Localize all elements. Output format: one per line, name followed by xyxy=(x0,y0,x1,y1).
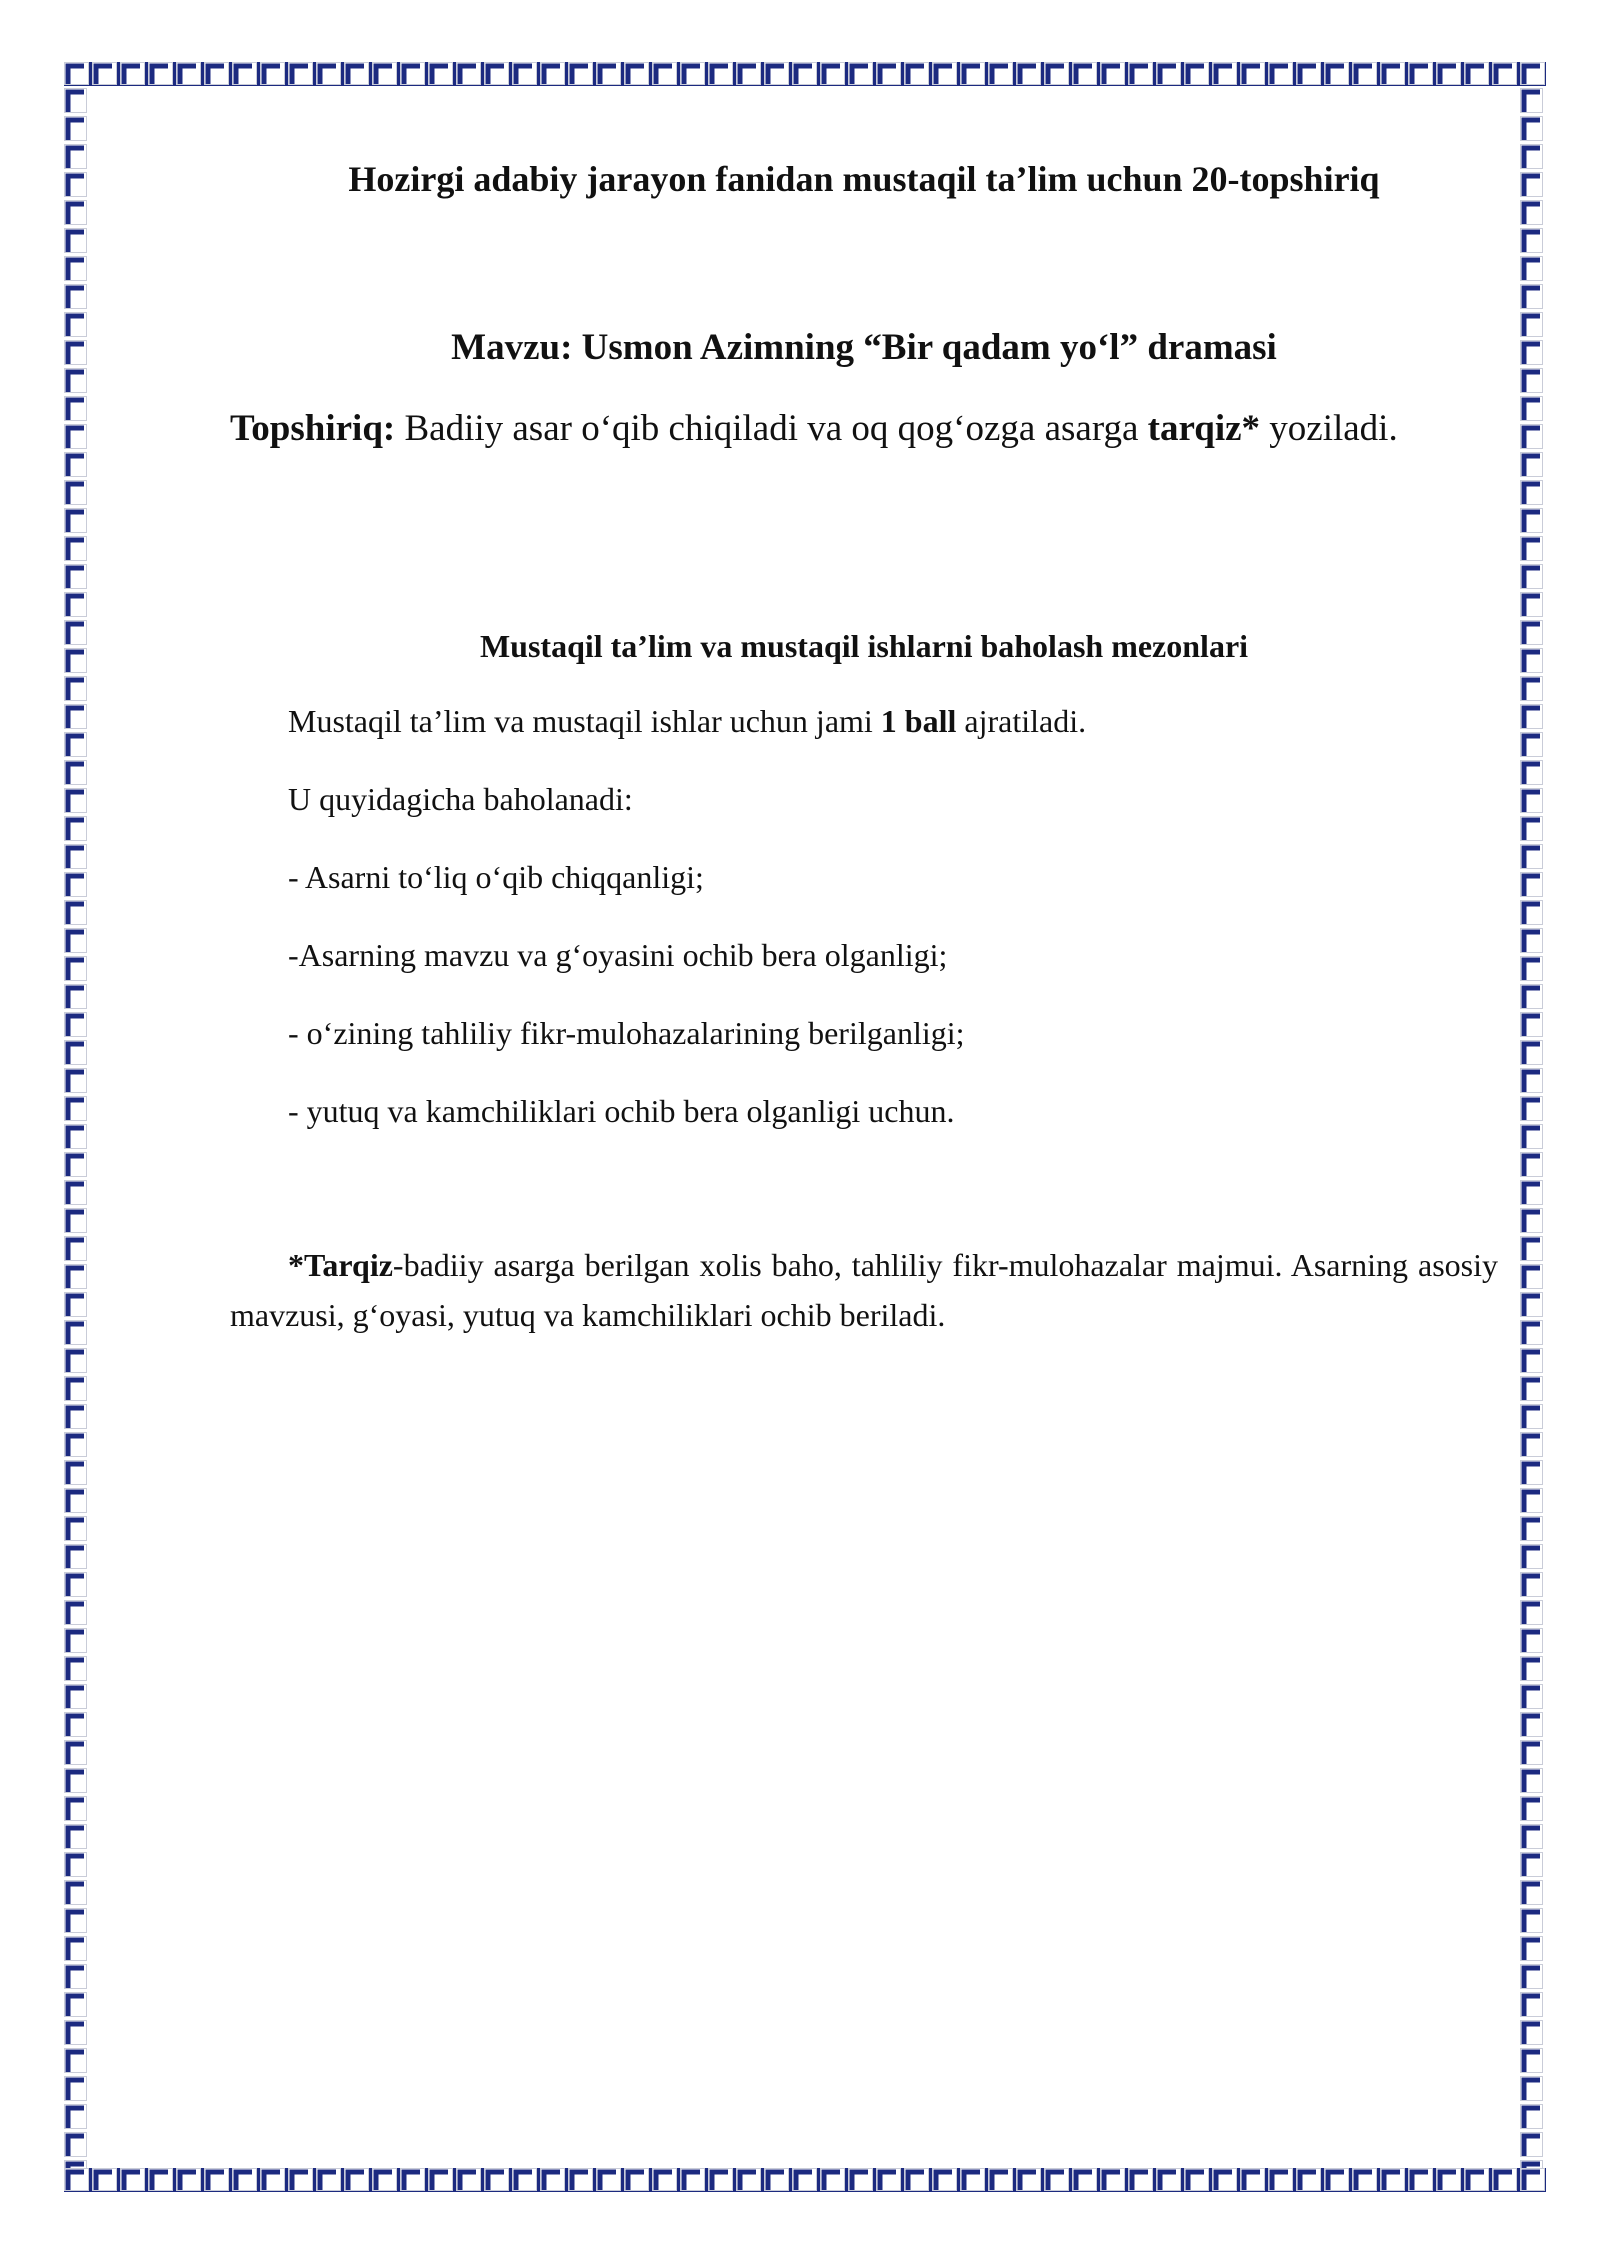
criteria-lead: U quyidagicha baholanadi: xyxy=(288,781,633,817)
criteria-item: - Asarni to‘liq o‘qib chiqqanligi; xyxy=(288,859,704,895)
criteria-item: - yutuq va kamchiliklari ochib bera olganligi uchun. xyxy=(288,1093,955,1129)
footnote xyxy=(230,1240,1498,1340)
task-text-after: yoziladi. xyxy=(1260,408,1398,449)
criteria-title: Mustaqil ta’lim va mustaqil ishlarni baholash mezonlari xyxy=(479,628,1249,664)
criteria-item: - o‘zining tahliliy fikr-mulohazalarining berilganligi; xyxy=(288,1015,965,1051)
task-paragraph xyxy=(230,400,1498,458)
criteria-item: -Asarning mavzu va g‘oyasini ochib bera olganligi; xyxy=(288,937,948,973)
criteria-intro-bold: 1 ball xyxy=(880,703,957,739)
footnote-term: *Tarqiz xyxy=(288,1247,393,1283)
border-right xyxy=(1520,88,1546,2168)
task-label: Topshiriq: xyxy=(230,408,396,449)
criteria-intro-before: Mustaqil ta’lim va mustaqil ishlar uchun jami xyxy=(288,703,881,739)
task-bold-word: tarqiz* xyxy=(1147,408,1261,449)
criteria-intro-after: ajratiladi. xyxy=(956,703,1087,739)
footnote-definition: -badiiy asarga berilgan xolis baho, tahliliy fikr-mulohazalar majmui. Asarning asosiy mavzusi, g‘oyasi, yutuq va kamchiliklari ochib beriladi. xyxy=(230,1247,1498,1333)
border-top-svg xyxy=(64,62,1546,88)
task-text-before: Badiiy asar o‘qib chiqiladi va oq qog‘ozga asarga xyxy=(395,408,1148,449)
criteria-intro xyxy=(288,703,1086,740)
document-subject: Mavzu: Usmon Azimning “Bir qadam yo‘l” dramasi xyxy=(451,327,1277,368)
border-left xyxy=(64,88,90,2168)
border-bottom-svg xyxy=(64,2168,1546,2194)
document-title: Hozirgi adabiy jarayon fanidan mustaqil ta’lim uchun 20-topshiriq xyxy=(348,159,1380,199)
